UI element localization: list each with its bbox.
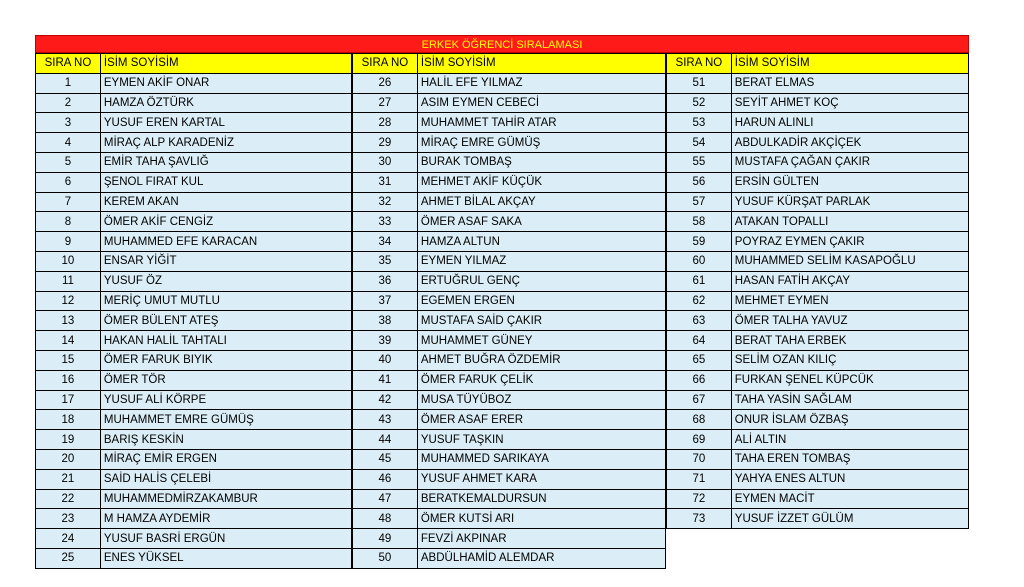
student-name-cell: HAMZA ALTUN [417,232,665,252]
table-row [36,350,352,370]
ranking-table-2 [352,53,666,569]
rank-cell: 8 [36,212,101,232]
table-row [36,548,352,568]
table-row [666,469,968,489]
rank-cell: 11 [36,271,101,291]
rank-cell: 23 [36,509,101,529]
table-row [352,232,665,252]
student-name-cell: ERTUĞRUL GENÇ [417,271,665,291]
rank-cell: 73 [666,509,731,529]
sheet-title: ERKEK ÖĞRENCİ SIRALAMASI [35,35,969,53]
rank-cell: 24 [36,529,101,549]
ranking-columns [35,53,969,569]
table-row [352,311,665,331]
rank-cell: 41 [352,370,417,390]
name-header: İSİM SOYİSİM [417,54,665,74]
rank-cell: 6 [36,172,101,192]
rank-cell: 18 [36,410,101,430]
student-name-cell: MUHAMMET EMRE GÜMÜŞ [100,410,351,430]
student-name-cell: BERAT ELMAS [731,73,968,93]
table-row [666,350,968,370]
student-name-cell: MUHAMMED SARIKAYA [417,449,665,469]
student-name-cell: ASIM EYMEN CEBECİ [417,93,665,113]
table-row [352,548,665,568]
rank-cell: 44 [352,430,417,450]
student-name-cell: MUHAMMET TAHİR ATAR [417,113,665,133]
student-name-cell: YUSUF BASRİ ERGÜN [100,529,351,549]
student-name-cell: ÖMER TÖR [100,370,351,390]
student-name-cell: SEYİT AHMET KOÇ [731,93,968,113]
rank-cell: 29 [352,133,417,153]
rank-cell: 33 [352,212,417,232]
rank-cell: 46 [352,469,417,489]
student-name-cell: HASAN FATİH AKÇAY [731,271,968,291]
student-name-cell: MUHAMMEDMİRZAKAMBUR [100,489,351,509]
rank-header: SIRA NO [36,54,101,74]
rank-cell: 56 [666,172,731,192]
rank-cell: 58 [666,212,731,232]
table-row [36,251,352,271]
student-ranking-sheet [35,35,969,569]
student-name-cell: KEREM AKAN [100,192,351,212]
table-row [666,449,968,469]
rank-cell: 72 [666,489,731,509]
student-name-cell: MUHAMMED SELİM KASAPOĞLU [731,251,968,271]
rank-cell: 35 [352,251,417,271]
table-row [36,133,352,153]
table-row [36,331,352,351]
rank-cell: 43 [352,410,417,430]
student-name-cell: EYMEN AKİF ONAR [100,73,351,93]
table-row [666,489,968,509]
student-name-cell: ALİ ALTIN [731,430,968,450]
rank-cell: 61 [666,271,731,291]
student-name-cell: ÖMER FARUK BIYIK [100,350,351,370]
student-name-cell: MEHMET AKİF KÜÇÜK [417,172,665,192]
table-row [352,251,665,271]
rank-cell: 19 [36,430,101,450]
table-row [36,73,352,93]
table-row [352,469,665,489]
rank-cell: 14 [36,331,101,351]
student-name-cell: EMİR TAHA ŞAVLIĞ [100,152,351,172]
student-name-cell: ENSAR YİĞİT [100,251,351,271]
student-name-cell: AHMET BİLAL AKÇAY [417,192,665,212]
table-row [352,390,665,410]
table-row [36,509,352,529]
student-name-cell: YAHYA ENES ALTUN [731,469,968,489]
student-name-cell: ÖMER ASAF SAKA [417,212,665,232]
rank-cell: 60 [666,251,731,271]
rank-cell: 27 [352,93,417,113]
student-name-cell: ERSİN GÜLTEN [731,172,968,192]
rank-cell: 40 [352,350,417,370]
table-row [352,271,665,291]
student-name-cell: YUSUF ÖZ [100,271,351,291]
table-row [666,133,968,153]
table-row [352,449,665,469]
student-name-cell: YUSUF AHMET KARA [417,469,665,489]
table-row [352,430,665,450]
table-row [666,311,968,331]
rank-cell: 66 [666,370,731,390]
table-row [666,370,968,390]
table-row [352,529,665,549]
rank-cell: 48 [352,509,417,529]
header-row [36,54,352,74]
rank-cell: 53 [666,113,731,133]
student-name-cell: YUSUF ALİ KÖRPE [100,390,351,410]
table-row [666,113,968,133]
student-name-cell: ABDULKADİR AKÇİÇEK [731,133,968,153]
table-row [352,370,665,390]
rank-cell: 22 [36,489,101,509]
rank-cell: 21 [36,469,101,489]
table-row [36,449,352,469]
ranking-table-3 [666,53,969,529]
rank-cell: 37 [352,291,417,311]
student-name-cell: TAHA YASİN SAĞLAM [731,390,968,410]
rank-cell: 47 [352,489,417,509]
student-name-cell: ÖMER FARUK ÇELİK [417,370,665,390]
ranking-table-1 [35,53,352,569]
rank-cell: 42 [352,390,417,410]
table-row [352,489,665,509]
table-row [352,212,665,232]
student-name-cell: MİRAÇ EMRE GÜMÜŞ [417,133,665,153]
student-name-cell: ONUR İSLAM ÖZBAŞ [731,410,968,430]
table-row [36,469,352,489]
rank-cell: 65 [666,350,731,370]
table-row [352,192,665,212]
rank-cell: 50 [352,548,417,568]
student-name-cell: YUSUF TAŞKIN [417,430,665,450]
rank-cell: 63 [666,311,731,331]
table-row [36,410,352,430]
table-row [36,271,352,291]
rank-cell: 69 [666,430,731,450]
table-row [352,172,665,192]
rank-cell: 3 [36,113,101,133]
student-name-cell: POYRAZ EYMEN ÇAKIR [731,232,968,252]
table-row [36,529,352,549]
table-row [666,331,968,351]
student-name-cell: MERİÇ UMUT MUTLU [100,291,351,311]
student-name-cell: HAMZA ÖZTÜRK [100,93,351,113]
student-name-cell: MİRAÇ EMİR ERGEN [100,449,351,469]
table-row [666,430,968,450]
rank-header: SIRA NO [352,54,417,74]
rank-cell: 5 [36,152,101,172]
rank-cell: 67 [666,390,731,410]
table-row [36,370,352,390]
table-row [666,509,968,529]
rank-cell: 55 [666,152,731,172]
student-name-cell: HALİL EFE YILMAZ [417,73,665,93]
student-name-cell: MEHMET EYMEN [731,291,968,311]
student-name-cell: ÖMER TALHA YAVUZ [731,311,968,331]
student-name-cell: BURAK TOMBAŞ [417,152,665,172]
table-row [36,232,352,252]
student-name-cell: ÖMER BÜLENT ATEŞ [100,311,351,331]
name-header: İSİM SOYİSİM [731,54,968,74]
rank-cell: 32 [352,192,417,212]
rank-cell: 68 [666,410,731,430]
table-row [36,390,352,410]
table-row [352,410,665,430]
student-name-cell: BERAT TAHA ERBEK [731,331,968,351]
rank-cell: 7 [36,192,101,212]
table-row [36,192,352,212]
table-row [352,291,665,311]
student-name-cell: YUSUF İZZET GÜLÜM [731,509,968,529]
table-row [36,172,352,192]
rank-cell: 39 [352,331,417,351]
table-row [666,251,968,271]
table-row [352,331,665,351]
rank-cell: 38 [352,311,417,331]
table-row [352,93,665,113]
rank-cell: 64 [666,331,731,351]
rank-cell: 20 [36,449,101,469]
table-row [36,311,352,331]
table-row [666,212,968,232]
table-row [352,133,665,153]
header-row [666,54,968,74]
student-name-cell: ÖMER AKİF CENGİZ [100,212,351,232]
student-name-cell: BERATKEMALDURSUN [417,489,665,509]
table-row [352,152,665,172]
table-row [666,192,968,212]
table-row [666,410,968,430]
student-name-cell: EGEMEN ERGEN [417,291,665,311]
student-name-cell: MUSTAFA ÇAĞAN ÇAKIR [731,152,968,172]
student-name-cell: HAKAN HALİL TAHTALI [100,331,351,351]
student-name-cell: MUHAMMET GÜNEY [417,331,665,351]
rank-cell: 2 [36,93,101,113]
table-row [666,291,968,311]
student-name-cell: ŞENOL FIRAT KUL [100,172,351,192]
table-row [352,113,665,133]
student-name-cell: YUSUF EREN KARTAL [100,113,351,133]
table-row [36,93,352,113]
student-name-cell: MUSA TÜYÜBOZ [417,390,665,410]
table-row [352,509,665,529]
table-row [666,271,968,291]
student-name-cell: ENES YÜKSEL [100,548,351,568]
table-row [36,113,352,133]
student-name-cell: TAHA EREN TOMBAŞ [731,449,968,469]
student-name-cell: SAİD HALİS ÇELEBİ [100,469,351,489]
rank-cell: 45 [352,449,417,469]
rank-cell: 62 [666,291,731,311]
student-name-cell: SELİM OZAN KILIÇ [731,350,968,370]
rank-header: SIRA NO [666,54,731,74]
rank-cell: 4 [36,133,101,153]
student-name-cell: MUHAMMED EFE KARACAN [100,232,351,252]
rank-cell: 49 [352,529,417,549]
table-row [666,152,968,172]
rank-cell: 28 [352,113,417,133]
student-name-cell: HARUN ALINLI [731,113,968,133]
rank-cell: 71 [666,469,731,489]
rank-cell: 12 [36,291,101,311]
rank-cell: 15 [36,350,101,370]
rank-cell: 52 [666,93,731,113]
name-header: İSİM SOYİSİM [100,54,351,74]
rank-cell: 26 [352,73,417,93]
student-name-cell: FEVZİ AKPINAR [417,529,665,549]
rank-cell: 31 [352,172,417,192]
student-name-cell: MUSTAFA SAİD ÇAKIR [417,311,665,331]
student-name-cell: FURKAN ŞENEL KÜPCÜK [731,370,968,390]
student-name-cell: ATAKAN TOPALLI [731,212,968,232]
student-name-cell: M HAMZA AYDEMİR [100,509,351,529]
table-row [36,291,352,311]
table-row [666,390,968,410]
table-row [352,73,665,93]
student-name-cell: EYMEN YILMAZ [417,251,665,271]
student-name-cell: YUSUF KÜRŞAT PARLAK [731,192,968,212]
student-name-cell: ÖMER KUTSİ ARI [417,509,665,529]
table-row [666,93,968,113]
table-row [666,232,968,252]
rank-cell: 51 [666,73,731,93]
student-name-cell: BARIŞ KESKİN [100,430,351,450]
student-name-cell: ÖMER ASAF ERER [417,410,665,430]
rank-cell: 70 [666,449,731,469]
rank-cell: 30 [352,152,417,172]
rank-cell: 59 [666,232,731,252]
student-name-cell: MİRAÇ ALP KARADENİZ [100,133,351,153]
rank-cell: 34 [352,232,417,252]
rank-cell: 17 [36,390,101,410]
table-row [36,430,352,450]
rank-cell: 57 [666,192,731,212]
table-row [666,73,968,93]
table-row [36,212,352,232]
table-row [666,172,968,192]
student-name-cell: EYMEN MACİT [731,489,968,509]
rank-cell: 10 [36,251,101,271]
rank-cell: 36 [352,271,417,291]
rank-cell: 9 [36,232,101,252]
rank-cell: 54 [666,133,731,153]
table-row [352,350,665,370]
header-row [352,54,665,74]
rank-cell: 1 [36,73,101,93]
rank-cell: 13 [36,311,101,331]
table-row [36,152,352,172]
student-name-cell: ABDÜLHAMİD ALEMDAR [417,548,665,568]
student-name-cell: AHMET BUĞRA ÖZDEMİR [417,350,665,370]
rank-cell: 16 [36,370,101,390]
rank-cell: 25 [36,548,101,568]
table-row [36,489,352,509]
